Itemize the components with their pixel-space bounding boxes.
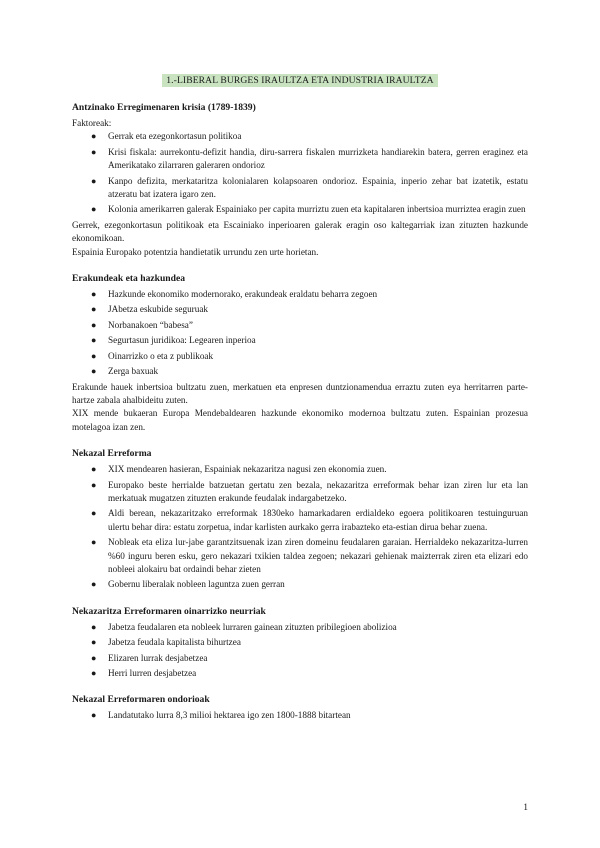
list-item-text: Gerrak eta ezegonkortasun politikoa [108, 131, 242, 142]
list-item-text: Jabetza feudalaren eta nobleek lurraren gainean zituzten pribilegioen abolizioa [108, 621, 397, 632]
bullet-icon: ● [91, 710, 97, 721]
bullet-icon: ● [91, 479, 97, 490]
list-item-text: Norbanakoen “babesa” [108, 319, 193, 330]
bullet-icon: ● [91, 508, 97, 519]
section-paragraph: Erakunde hauek inbertsioa bultzatu zuen, merkatuen eta enpresen duntzionamendua erraztu zuten eya herritarren parte-hartze zabala ahalbideitu zuten. [72, 381, 528, 405]
list-item [72, 667, 528, 680]
list-item [72, 130, 528, 143]
list-item-text: Gobernu liberalak nobleen laguntza zuen gerran [108, 579, 285, 590]
list-item [72, 203, 528, 216]
list-item [72, 146, 528, 173]
list-item [72, 621, 528, 634]
bullet-icon: ● [91, 289, 97, 300]
sections-container [72, 102, 528, 723]
section [72, 694, 528, 722]
bullet-icon: ● [91, 304, 97, 315]
section-paragraph: XIX mende bukaeran Europa Mendebaldearen hazkunde ekonomiko modernoa bultzatu zuten. Espainian prozesua motelagoa izan zen. [72, 408, 528, 432]
bullet-icon: ● [91, 464, 97, 475]
list-item-text: Herri lurren desjabetzea [108, 668, 197, 678]
list-item-text: Landatutako lurra 8,3 milioi hektarea igo zen 1800-1888 bitartean [108, 710, 351, 721]
list-item [72, 652, 528, 665]
list-item-text: XIX mendearen hasieran, Espainiak nekazaritza nagusi zen ekonomia zuen. [108, 464, 387, 475]
list-item [72, 636, 528, 649]
section [72, 606, 528, 681]
section-paragraph: Espainia Europako potentzia handietatik urrundu zen urte horietan. [72, 246, 319, 257]
section-heading: Nekazal Erreformaren ondorioak [72, 694, 210, 706]
list-item [72, 303, 528, 316]
bullet-icon: ● [91, 131, 97, 142]
section [72, 448, 528, 592]
section [72, 273, 528, 434]
title-wrap [72, 70, 528, 88]
list-item [72, 365, 528, 378]
bullet-list [72, 463, 528, 592]
list-item-text: Jabetza feudala kapitalista bihurtzea [108, 637, 241, 648]
list-item-text: Nobleak eta eliza lur-jabe garantzitsuenak izan ziren domeinu feudalaren garaian. Herrialdeko nekazaritza-lurren %60 inguru beren esku, gero nekazari txikien taldea zegoen; nekazari gehienak maizterrak ziren eta elizari edo nobleei alokairu bat ordaindi behar zieten [108, 537, 528, 574]
list-item [72, 507, 528, 534]
bullet-icon: ● [91, 579, 97, 590]
section [72, 102, 528, 259]
section-intro: Faktoreak: [72, 118, 112, 128]
bullet-icon: ● [91, 335, 97, 346]
list-item-text: JAbetza eskubide seguruak [108, 304, 209, 315]
list-item-text: Kolonia amerikarren galerak Espainiako per capita murriztu zuen eta kapitalaren inbertsioa murriztea eragin zuen [108, 204, 526, 215]
list-item-text: Kanpo defizita, merkataritza kolonialaren kolapsoaren ondorioz. Espainia, inperio zehar bat izatetik, estatu atzeratu bat izatera igaro zen. [108, 175, 528, 200]
bullet-list [72, 288, 528, 378]
bullet-icon: ● [91, 146, 97, 157]
bullet-icon: ● [91, 668, 97, 678]
bullet-icon: ● [91, 204, 97, 215]
bullet-icon: ● [91, 350, 97, 361]
list-item-text: Zerga baxuak [108, 366, 159, 377]
section-heading: Erakundeak eta hazkundea [72, 273, 186, 285]
bullet-icon: ● [91, 637, 97, 648]
bullet-icon: ● [91, 652, 97, 663]
list-item [72, 479, 528, 506]
bullet-icon: ● [91, 621, 97, 632]
bullet-icon: ● [91, 319, 97, 330]
list-item [72, 578, 528, 591]
list-item [72, 536, 528, 576]
bullet-icon: ● [91, 366, 97, 377]
list-item-text: Krisi fiskala: aurrekontu-defizit handia, diru-sarrera fiskalen murrizketa handiarekin batera, gerren eraginez eta Amerikatako zilarraren galeraren ondorioz [108, 146, 528, 171]
bullet-list [72, 130, 528, 216]
list-item-text: Aldi berean, nekazaritzako erreformak 1830eko hamarkadaren erdialdeko egoera politikoaren testuinguruan ulertu behar dira: estatu zorpetua, indar karlisten aurkako gerra irabazteko eta-estian dirua behar zuena. [108, 508, 528, 532]
document-title: 1.-LIBERAL BURGES IRAULTZA ETA INDUSTRIA IRAULTZA [162, 74, 437, 87]
section-heading: Antzinako Erregimenaren krisia (1789-1839) [72, 102, 256, 113]
list-item [72, 334, 528, 347]
list-item [72, 350, 528, 363]
section-heading: Nekazaritza Erreformaren oinarrizko neurriak [72, 605, 266, 617]
list-item [72, 288, 528, 301]
bullet-icon: ● [91, 175, 97, 186]
list-item [72, 463, 528, 476]
list-item [72, 319, 528, 332]
list-item-text: Segurtasun juridikoa: Legearen inperioa [108, 335, 256, 346]
bullet-list [72, 709, 528, 722]
list-item [72, 709, 528, 722]
bullet-icon: ● [91, 537, 97, 548]
page-number: 1 [523, 802, 528, 813]
document-page [72, 70, 528, 725]
list-item-text: Oinarrizko o eta z publikoak [108, 350, 214, 361]
list-item [72, 175, 528, 202]
list-item-text: Europako beste herrialde batzuetan gertatu zen bezala, nekazaritza erreformak behar izan ziren lur eta lan merkatuak mugatzen zituzten erakunde feudalak indargabetzeko. [108, 479, 528, 503]
section-heading: Nekazal Erreforma [72, 448, 152, 460]
list-item-text: Elizaren lurrak desjabetzea [108, 652, 208, 663]
list-item-text: Hazkunde ekonomiko modernorako, erakundeak eraldatu beharra zegoen [108, 289, 378, 300]
section-paragraph: Gerrek, ezegonkortasun politikoak eta Escainiako inperioaren galerak eragin oso kaltegarriak izan zituzten hazkunde ekonomikoan. [72, 219, 528, 244]
bullet-list [72, 621, 528, 681]
